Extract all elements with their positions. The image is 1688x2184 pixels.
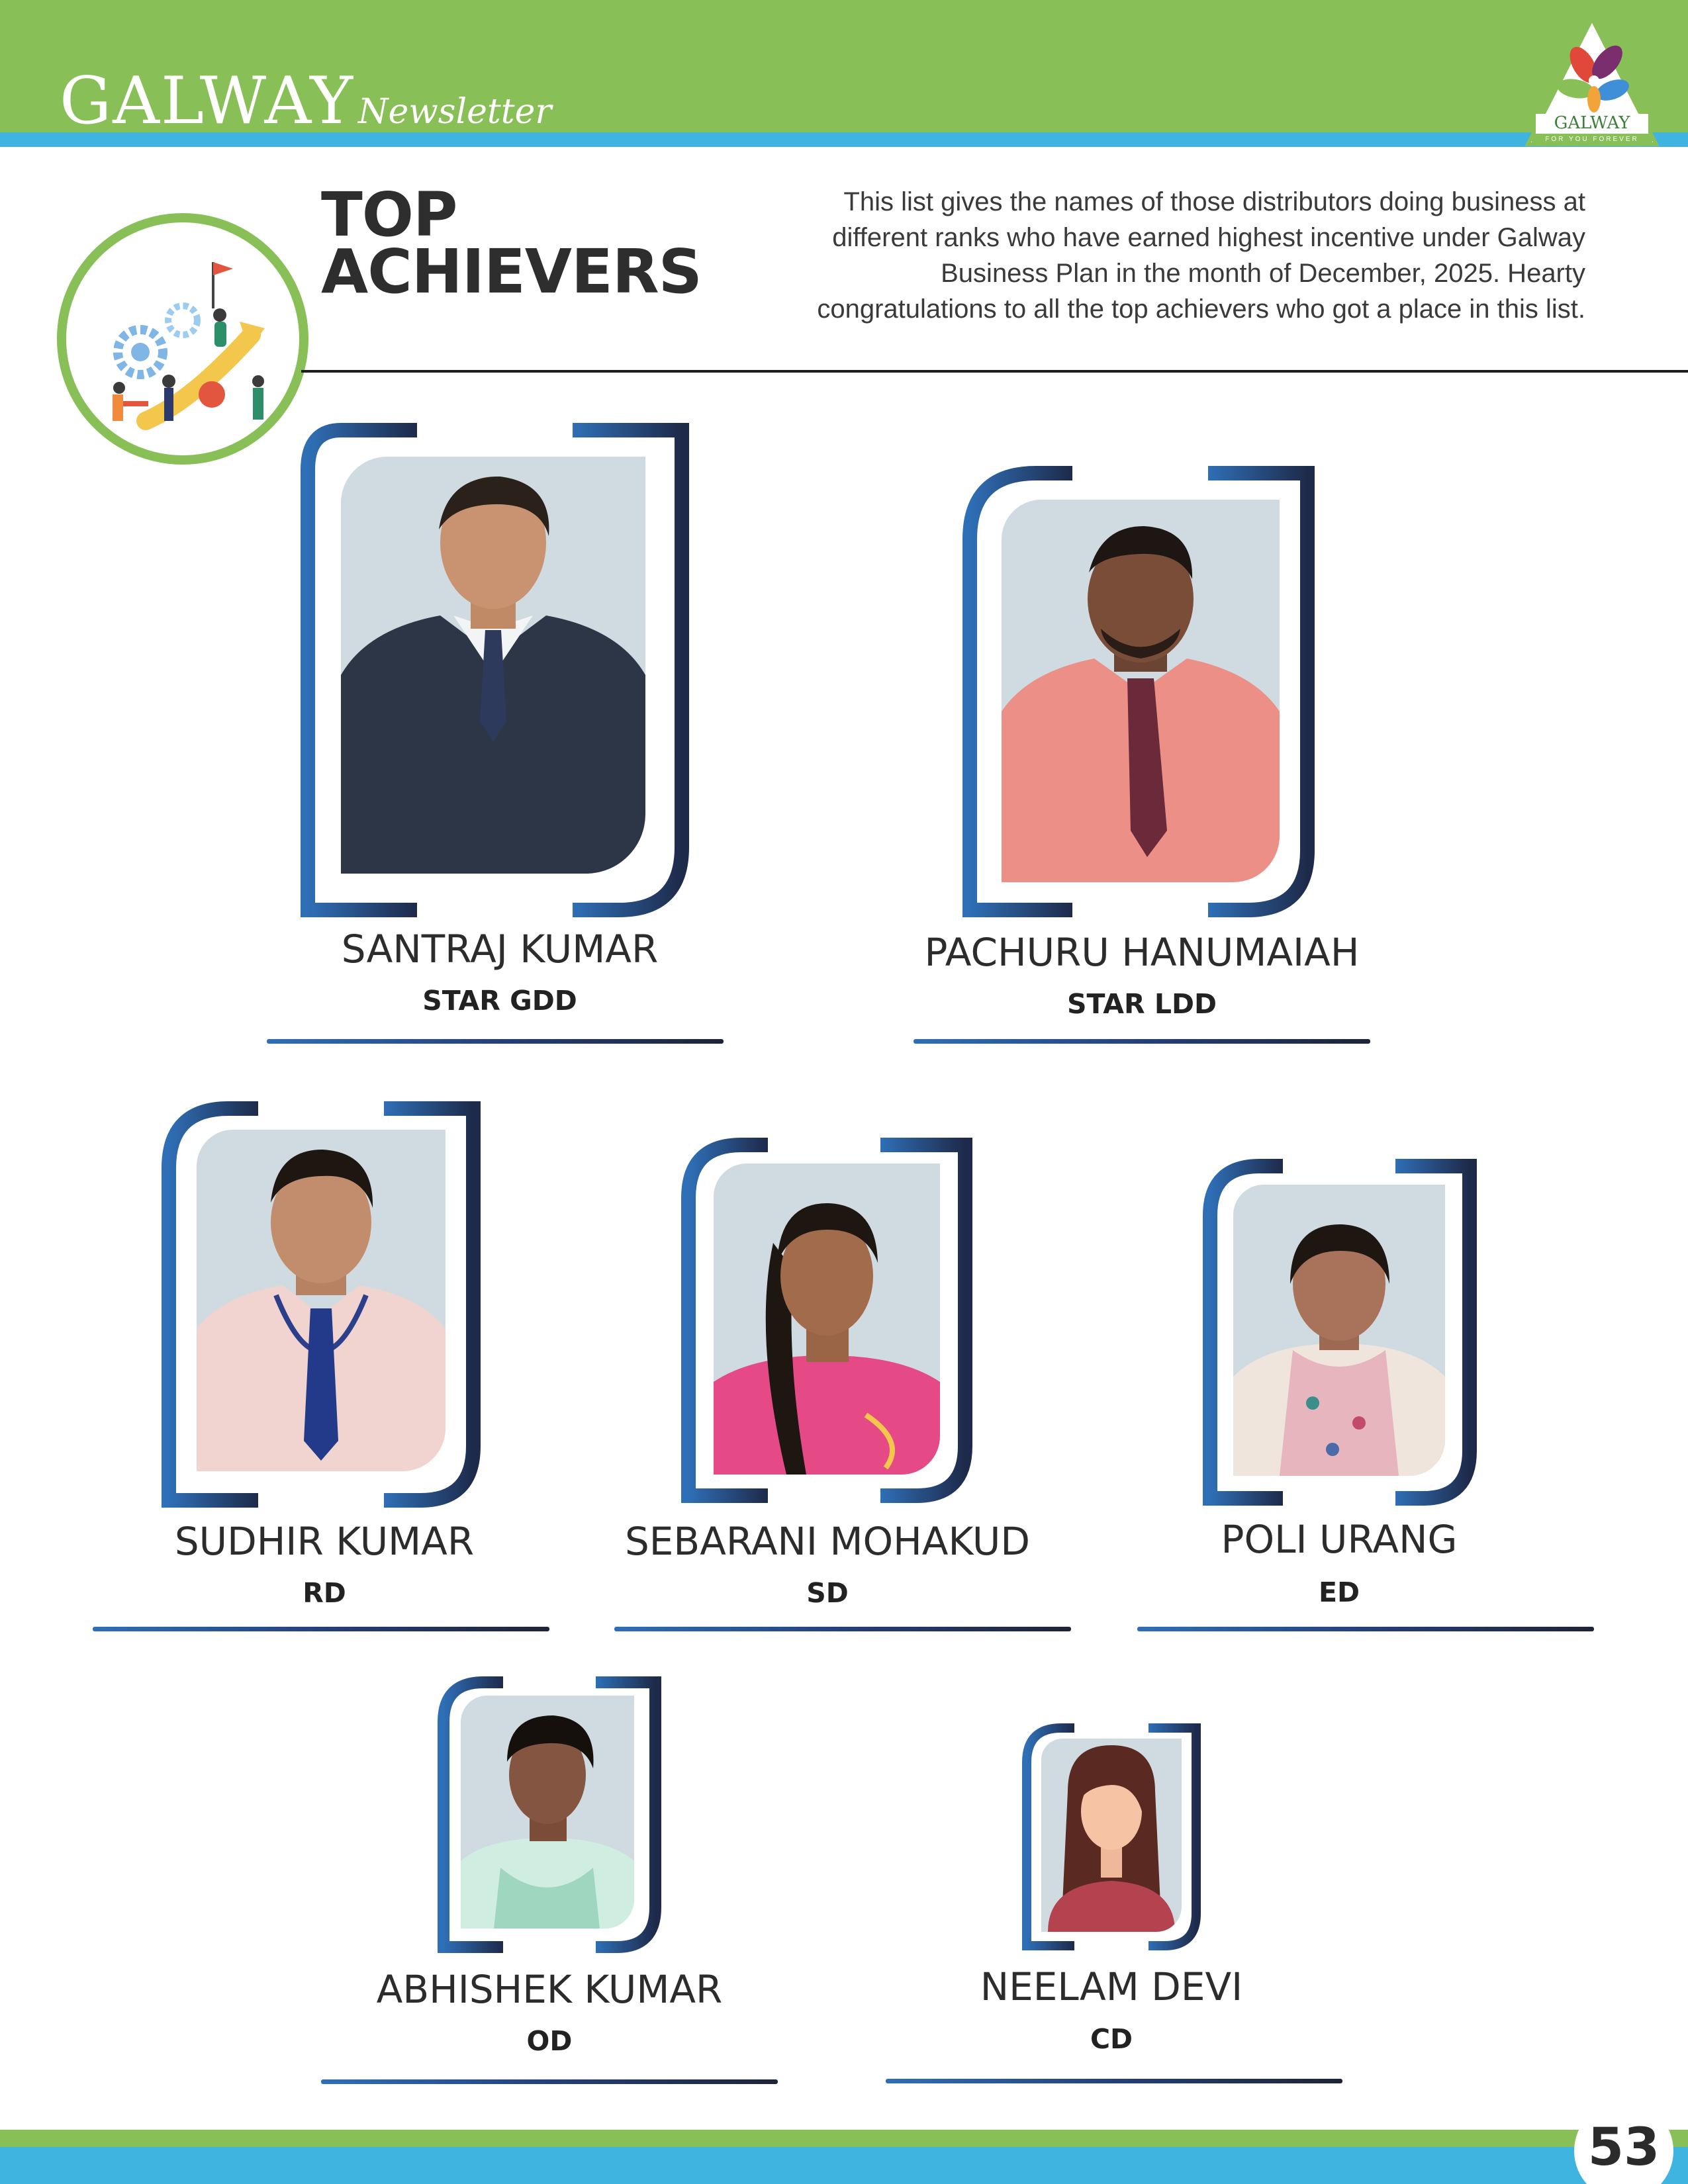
newsletter-masthead: [60, 64, 551, 139]
footer-stripe: [0, 2130, 1688, 2147]
achiever-underline: [93, 1627, 549, 1631]
achiever-photo: [714, 1163, 940, 1475]
logo-text: GALWAY: [1554, 113, 1630, 133]
achiever-photo: [1233, 1185, 1445, 1476]
achiever-underline: [614, 1627, 1071, 1631]
page-number: 53: [1587, 2118, 1660, 2177]
achiever-photo: [197, 1130, 445, 1471]
achiever-photo: [1002, 500, 1280, 882]
achiever-name: SEBARANI MOHAKUD: [624, 1519, 1031, 1564]
footer-bar: [0, 2147, 1688, 2184]
achiever-photo: [1041, 1739, 1182, 1932]
hero-illustration: [57, 213, 308, 465]
title-line-2: ACHIEVERS: [321, 236, 702, 307]
title-line-1: TOP: [321, 179, 457, 250]
achiever-name: NEELAM DEVI: [980, 1964, 1243, 2009]
achiever-rank: RD: [303, 1577, 346, 1609]
achiever-underline: [267, 1039, 724, 1044]
team-success-illustration-icon: [66, 222, 299, 455]
achiever-rank: CD: [1090, 2023, 1133, 2055]
achiever-photo: [461, 1696, 634, 1929]
brand-subtitle: Newsletter: [357, 92, 552, 132]
female-avatar-icon: [1041, 1739, 1182, 1932]
achiever-rank: STAR LDD: [1066, 988, 1217, 1020]
achiever-underline: [886, 2079, 1342, 2083]
achiever-rank: SD: [806, 1577, 849, 1609]
achiever-rank: OD: [526, 2025, 573, 2057]
achiever-underline: [321, 2079, 778, 2084]
achiever-rank: STAR GDD: [422, 985, 577, 1017]
achiever-name: SANTRAJ KUMAR: [341, 927, 659, 972]
brand-name: GALWAY: [60, 64, 354, 139]
title-divider: [301, 370, 1688, 373]
achiever-underline: [1137, 1627, 1594, 1631]
galway-logo: [1523, 15, 1662, 148]
achiever-name: POLI URANG: [1221, 1517, 1458, 1562]
logo-tagline: FOR YOU FOREVER: [1545, 136, 1639, 143]
achiever-name: PACHURU HANUMAIAH: [924, 930, 1360, 975]
achiever-name: ABHISHEK KUMAR: [376, 1967, 723, 2012]
achiever-underline: [914, 1039, 1370, 1044]
page-title: [321, 179, 702, 307]
achiever-rank: ED: [1318, 1576, 1360, 1608]
achiever-photo: [341, 457, 645, 874]
achiever-name: SUDHIR KUMAR: [174, 1519, 475, 1564]
intro-paragraph: This list gives the names of those distributors doing business at different ranks who have earned highest incentive under Galway Business Plan in the month of December, 2025. Hearty congratulations to all the top achievers who got a place in this list.: [817, 187, 1585, 324]
galway-flower-triangle-icon: [1523, 15, 1662, 148]
